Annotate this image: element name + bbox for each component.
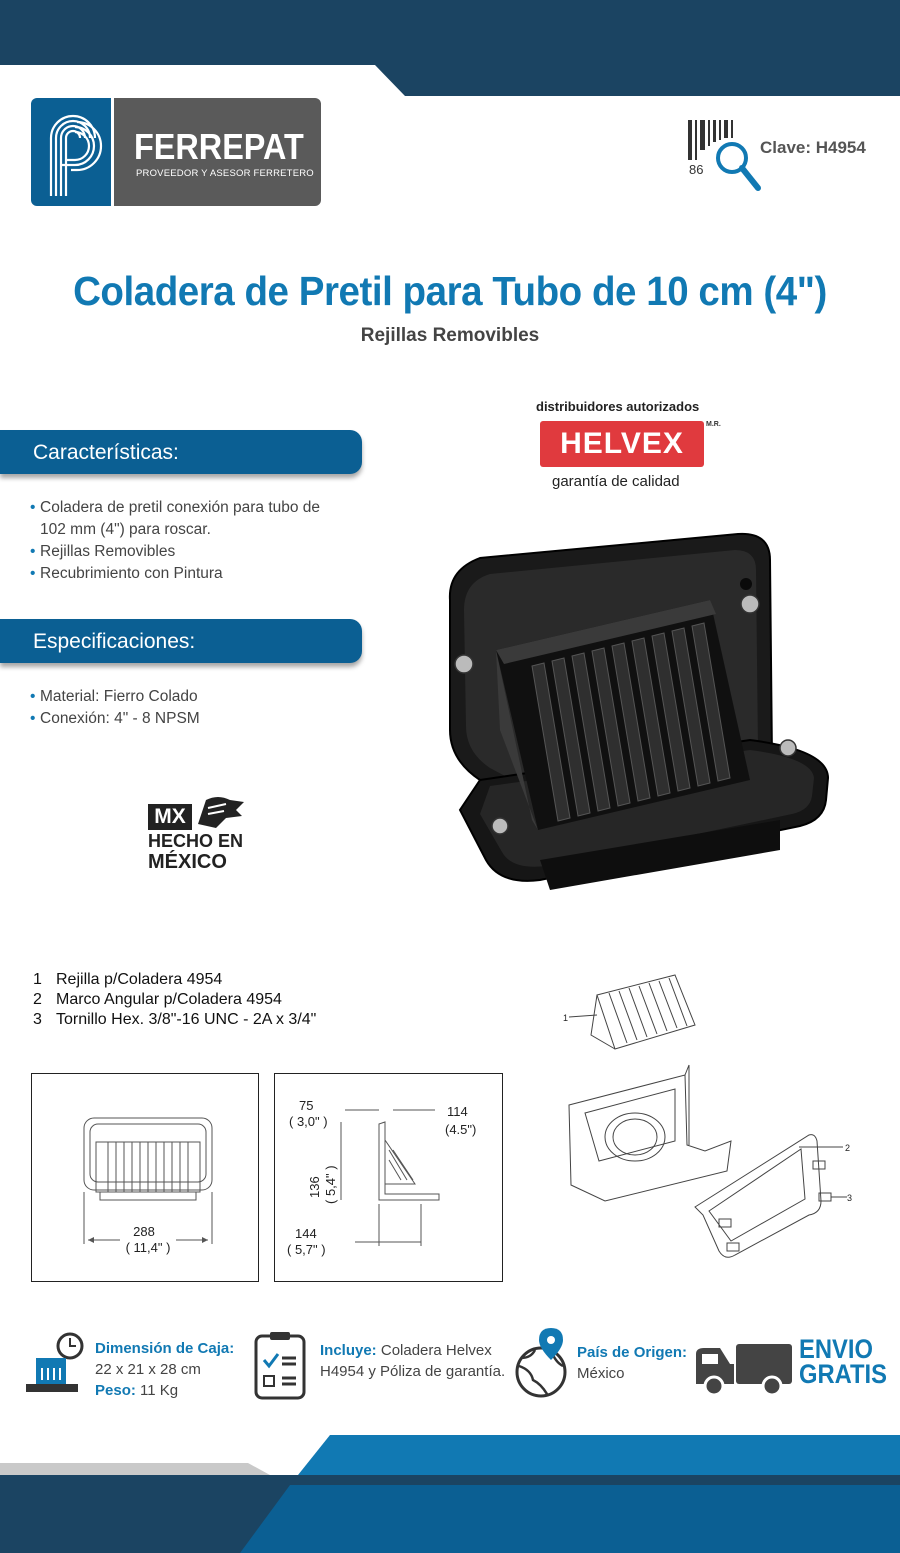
product-photo [420,530,840,900]
includes-label: Incluye: [320,1342,377,1359]
side-top-in: ( 3,0" ) [289,1114,328,1129]
parts-list [33,970,316,1030]
specs-list [30,686,350,730]
weight-value: 11 Kg [140,1382,179,1399]
specs-heading: Especificaciones: [33,630,196,653]
bottom-banner [0,1435,900,1553]
side-bottom-in: ( 5,7" ) [287,1242,326,1257]
barcode-search-icon [686,118,766,198]
made-in-line-2: MÉXICO [148,851,227,873]
helvex-mark: M.R. [706,421,721,428]
sku-block [686,118,876,198]
specs-heading-bar [0,619,362,663]
checklist-icon [252,1330,308,1400]
includes-value: Coladera Helvex H4954 y Póliza de garantía. [320,1342,506,1380]
list-item: • Coladera de pretil conexión para tubo de 102 mm (4") para roscar. [30,497,350,541]
list-item: • Recubrimiento con Pintura [30,563,350,585]
brand-logo[interactable] [31,98,321,208]
helvex-logo [540,421,704,467]
box-dimension-label: Dimensión de Caja: [95,1340,235,1357]
product-title: Coladera de Pretil para Tubo de 10 cm (4") [73,268,827,314]
front-width-mm: 288 [133,1224,155,1239]
list-item: • Material: Fierro Colado [30,686,350,708]
side-right-in: (4.5") [445,1122,477,1137]
shipping-line-2: GRATIS [799,1359,887,1389]
side-height-in: ( 5,4" ) [323,1165,338,1204]
list-item: 1 Rejilla p/Coladera 4954 [33,971,223,988]
list-item: 3 Tornillo Hex. 3/8"-16 UNC - 2A x 3/4" [33,1011,317,1028]
distributor-bottom-text: garantía de calidad [552,473,680,490]
weight-label: Peso: [95,1382,136,1399]
front-view-drawing [31,1073,259,1282]
side-view-drawing [274,1073,503,1282]
side-bottom-mm: 144 [295,1226,317,1241]
mx-badge: MX [148,804,192,830]
side-top-mm: 75 [299,1098,314,1113]
features-list [30,497,350,585]
globe-pin-icon [511,1326,571,1400]
list-item: 2 Marco Angular p/Coladera 4954 [33,991,282,1008]
callout-1: 1 [563,1013,569,1023]
free-shipping-badge [694,1334,887,1398]
helvex-brand: HELVEX [560,427,684,460]
shipping-line-1: ENVIO [799,1334,873,1364]
distributor-top-text: distribuidores autorizados [536,399,700,414]
box-info [95,1338,234,1401]
eagle-icon [196,794,246,830]
list-item: • Conexión: 4" - 8 NPSM [30,708,350,730]
barcode-number: 86 [689,162,704,177]
logo-mark-icon [31,98,111,206]
exploded-view-drawing [555,965,855,1285]
scale-box-icon [24,1328,86,1398]
made-in-line-1: HECHO EN [148,831,244,851]
distributor-badge [536,397,726,497]
top-banner [0,0,900,96]
features-heading: Características: [33,441,179,464]
origin-label: País de Origen: [577,1344,688,1361]
features-heading-bar [0,430,362,474]
origin-info [577,1342,687,1384]
side-right-mm: 114 [447,1104,468,1119]
box-dimension-value: 22 x 21 x 28 cm [95,1361,201,1378]
truck-icon [694,1340,794,1398]
includes-info [320,1340,510,1382]
callout-2: 2 [845,1143,851,1153]
made-in-mexico-badge [148,794,248,874]
callout-3: 3 [847,1193,853,1203]
product-subtitle: Rejillas Removibles [360,325,540,346]
sku-label: Clave: H4954 [760,138,866,157]
brand-name: FERREPAT [134,126,304,167]
brand-tagline: PROVEEDOR Y ASESOR FERRETERO [136,168,314,179]
list-item: • Rejillas Removibles [30,541,350,563]
side-height-mm: 136 [307,1176,322,1198]
origin-value: México [577,1365,625,1382]
front-width-in: ( 11,4" ) [125,1240,171,1255]
